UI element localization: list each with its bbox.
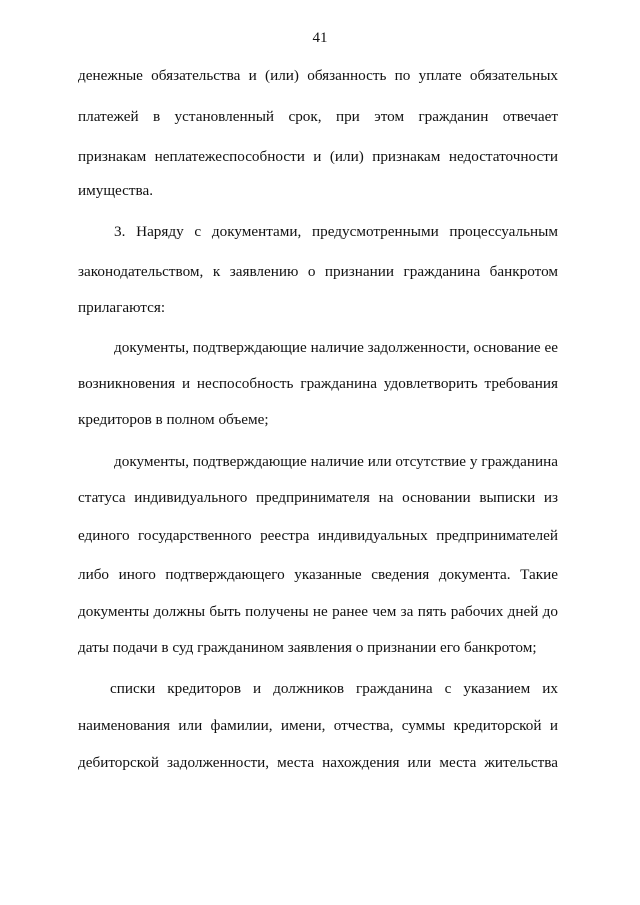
text-line: документы должны быть получены не ранее чем за пять рабочих дней до bbox=[78, 603, 558, 620]
text-line: имущества. bbox=[78, 182, 154, 199]
text-line: даты подачи в суд гражданином заявления о признании его банкротом; bbox=[78, 639, 537, 656]
page-number: 41 bbox=[312, 30, 328, 46]
text-line: 3. Наряду с документами, предусмотренными процессуальным bbox=[114, 223, 558, 240]
text-line: наименования или фамилии, имени, отчества, суммы кредиторской и bbox=[78, 717, 558, 734]
text-line: платежей в установленный срок, при этом гражданин отвечает bbox=[78, 108, 558, 125]
text-line: дебиторской задолженности, места нахождения или места жительства bbox=[78, 754, 558, 771]
text-line: статуса индивидуального предпринимателя на основании выписки из bbox=[78, 489, 558, 506]
text-line: либо иного подтверждающего указанные сведения документа. Такие bbox=[78, 566, 558, 583]
text-line: кредиторов в полном объеме; bbox=[78, 411, 269, 428]
text-line: денежные обязательства и (или) обязанность по уплате обязательных bbox=[78, 67, 558, 84]
text-line: списки кредиторов и должников гражданина с указанием их bbox=[110, 680, 558, 697]
text-line: прилагаются: bbox=[78, 299, 166, 316]
text-line: законодательством, к заявлению о признании гражданина банкротом bbox=[78, 263, 558, 280]
text-line: документы, подтверждающие наличие задолженности, основание ее bbox=[114, 339, 558, 356]
text-line: признакам неплатежеспособности и (или) признакам недостаточности bbox=[78, 148, 558, 165]
text-line: возникновения и неспособность гражданина удовлетворить требования bbox=[78, 375, 558, 392]
text-line: документы, подтверждающие наличие или отсутствие у гражданина bbox=[114, 453, 558, 470]
text-line: единого государственного реестра индивидуальных предпринимателей bbox=[78, 527, 558, 544]
